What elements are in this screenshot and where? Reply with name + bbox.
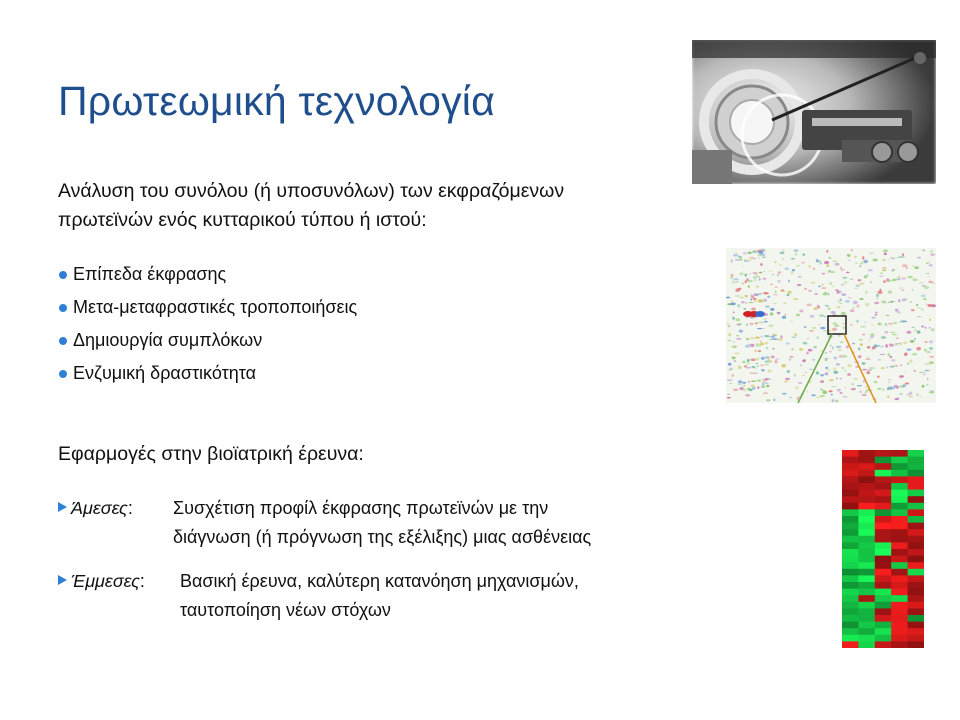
bullet-label: Ενζυμική δραστικότητα <box>73 363 256 383</box>
application-desc-line-1: Συσχέτιση προφίλ έκφρασης πρωτεϊνών με την <box>173 498 549 518</box>
application-item-indirect: Έμμεσες: Βασική έρευνα, καλύτερη κατανόηση μηχανισμών, ταυτοποίηση νέων στόχων <box>58 567 145 596</box>
bullet-label: Επίπεδα έκφρασης <box>73 264 227 284</box>
application-desc-line-2: διάγνωση (ή πρόγνωση της εξέλιξης) μιας ασθένειας <box>173 527 592 547</box>
bullet-label: Μετα-μεταφραστικές τροποποιήσεις <box>73 297 358 317</box>
bullet-item <box>58 357 357 390</box>
application-description <box>173 494 591 552</box>
bullet-item <box>58 258 357 291</box>
heatmap-image <box>842 450 924 648</box>
intro-line-2: πρωτεϊνών ενός κυτταρικού τύπου ή ιστού: <box>58 209 427 231</box>
gel-image <box>726 248 936 403</box>
application-description <box>180 567 579 625</box>
bullet-dot-icon <box>59 337 67 345</box>
application-desc-line-2: ταυτοποίηση νέων στόχων <box>180 600 391 620</box>
bullet-list <box>58 258 357 390</box>
application-desc-line-1: Βασική έρευνα, καλύτερη κατανόηση μηχανισμών, <box>180 571 579 591</box>
bullet-item <box>58 324 357 357</box>
intro-text <box>58 177 678 235</box>
bullet-dot-icon <box>59 271 67 279</box>
bullet-item <box>58 291 357 324</box>
applications-heading: Εφαρμογές στην βιοϊατρική έρευνα: <box>58 443 364 465</box>
triangle-bullet-icon <box>58 575 67 585</box>
page-title: Πρωτεωμική τεχνολογία <box>58 78 495 124</box>
application-term: Άμεσες <box>71 498 128 518</box>
intro-line-1: Ανάλυση του συνόλου (ή υποσυνόλων) των εκφραζόμενων <box>58 180 565 202</box>
instrument-photo <box>692 40 936 184</box>
triangle-bullet-icon <box>58 502 67 512</box>
application-term: Έμμεσες <box>71 571 140 591</box>
bullet-label: Δημιουργία συμπλόκων <box>73 330 263 350</box>
bullet-dot-icon <box>59 370 67 378</box>
application-item-direct: Άμεσες: Συσχέτιση προφίλ έκφρασης πρωτεϊνών με την διάγνωση (ή πρόγνωση της εξέλιξης) μιας ασθένειας <box>58 494 133 523</box>
bullet-dot-icon <box>59 304 67 312</box>
